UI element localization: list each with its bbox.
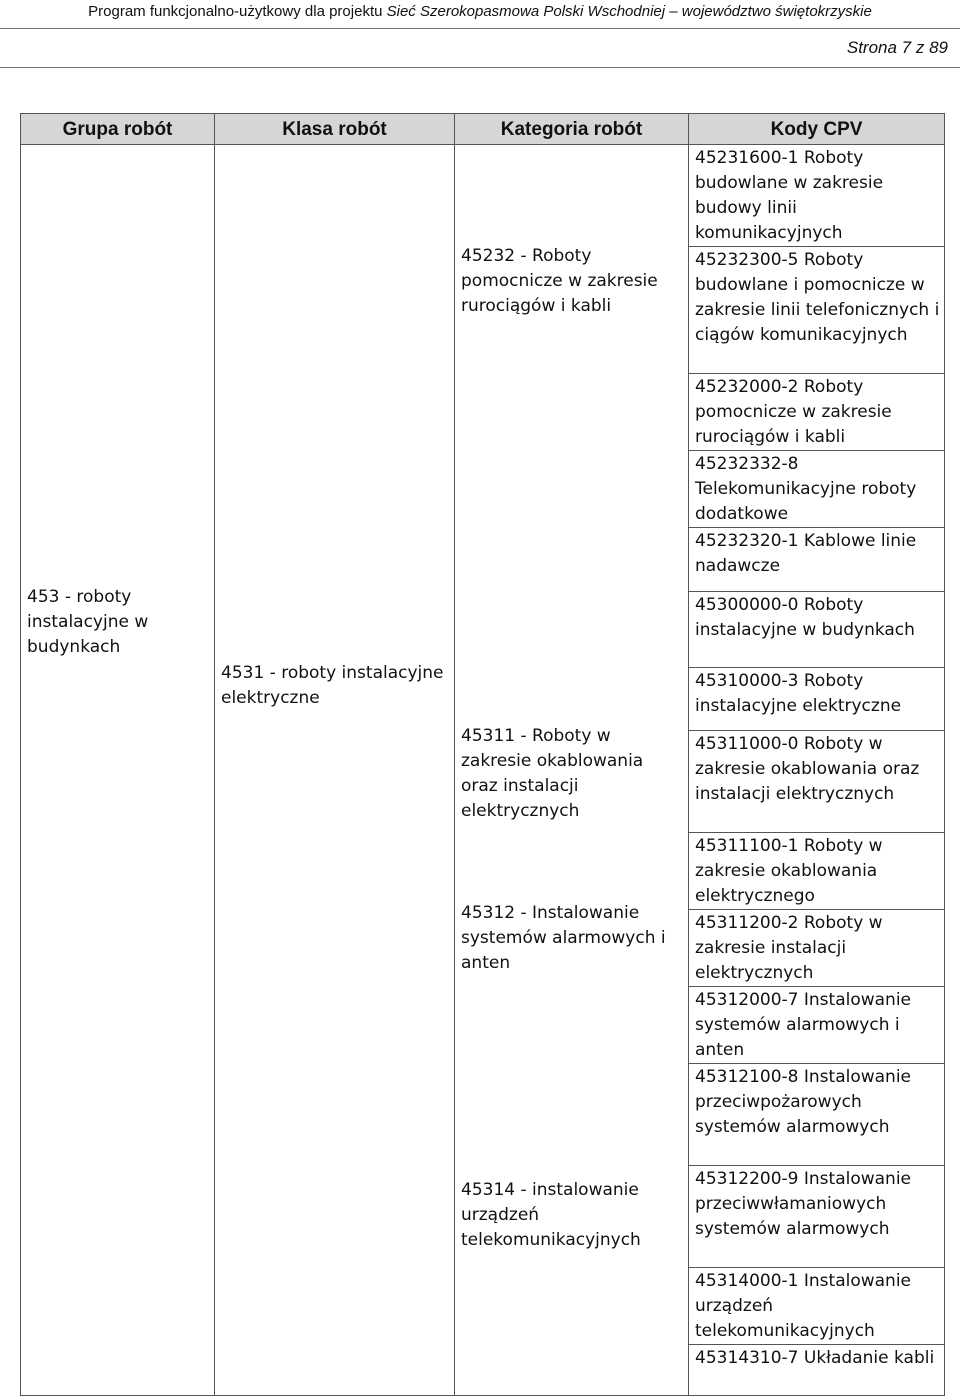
cpv-item: 45312200-9 Instalowanie przeciwwłamaniowych systemów alarmowych (689, 1166, 944, 1268)
cpv-item: 45231600-1 Roboty budowlane w zakresie budowy linii komunikacyjnych (689, 145, 944, 247)
column-header-category: Kategoria robót (455, 114, 689, 145)
page-rule (0, 67, 960, 68)
page-number: Strona 7 z 89 (846, 38, 948, 57)
running-header (0, 0, 960, 28)
cpv-cell (689, 145, 945, 1396)
header-region: województwo świętokrzyskie (681, 3, 872, 20)
cpv-item: 45312100-8 Instalowanie przeciwpożarowych systemów alarmowych (689, 1064, 944, 1166)
category-label: 45312 - Instalowanie systemów alarmowych i anten (461, 903, 666, 973)
header-project: Sieć Szerokopasmowa Polski Wschodniej (386, 3, 666, 20)
class-cell (215, 145, 455, 1396)
cpv-item: 45311200-2 Roboty w zakresie instalacji elektrycznych (689, 910, 944, 987)
column-header-class: Klasa robót (215, 114, 455, 145)
cpv-item: 45232000-2 Roboty pomocnicze w zakresie rurociągów i kabli (689, 374, 944, 451)
header-rule (0, 28, 960, 29)
category-label: 45311 - Roboty w zakresie okablowania oraz instalacji elektrycznych (461, 726, 644, 821)
table-header-row (21, 114, 945, 145)
header-prefix: Program funkcjonalno-użytkowy dla projektu (88, 3, 387, 20)
group-cell (21, 145, 215, 1396)
cpv-item: 45232300-5 Roboty budowlane i pomocnicze w zakresie linii telefonicznych i ciągów komunikacyjnych (689, 247, 944, 374)
cpv-table (20, 113, 945, 1396)
table-row (21, 145, 945, 1396)
cpv-item: 45311100-1 Roboty w zakresie okablowania elektrycznego (689, 833, 944, 910)
cpv-item: 45300000-0 Roboty instalacyjne w budynkach (689, 592, 944, 668)
cpv-item: 45314310-7 Układanie kabli (695, 1348, 935, 1368)
group-label: 453 - roboty instalacyjne w budynkach (27, 587, 149, 657)
column-header-group: Grupa robót (21, 114, 215, 145)
cpv-item: 45314000-1 Instalowanie urządzeń telekomunikacyjnych (689, 1268, 944, 1345)
cpv-item: 45312000-7 Instalowanie systemów alarmowych i anten (689, 987, 944, 1064)
category-cell (455, 145, 689, 1396)
cpv-item: 45310000-3 Roboty instalacyjne elektryczne (689, 668, 944, 731)
header-separator: – (665, 3, 682, 20)
category-label: 45314 - instalowanie urządzeń telekomunikacyjnych (461, 1180, 641, 1250)
category-label: 45232 - Roboty pomocnicze w zakresie rurociągów i kabli (461, 246, 658, 316)
cpv-item: 45232320-1 Kablowe linie nadawcze (689, 528, 944, 592)
class-label: 4531 - roboty instalacyjne elektryczne (221, 663, 444, 708)
column-header-cpv: Kody CPV (689, 114, 945, 145)
cpv-item: 45232332-8 Telekomunikacyjne roboty dodatkowe (689, 451, 944, 528)
cpv-item: 45311000-0 Roboty w zakresie okablowania oraz instalacji elektrycznych (689, 731, 944, 833)
